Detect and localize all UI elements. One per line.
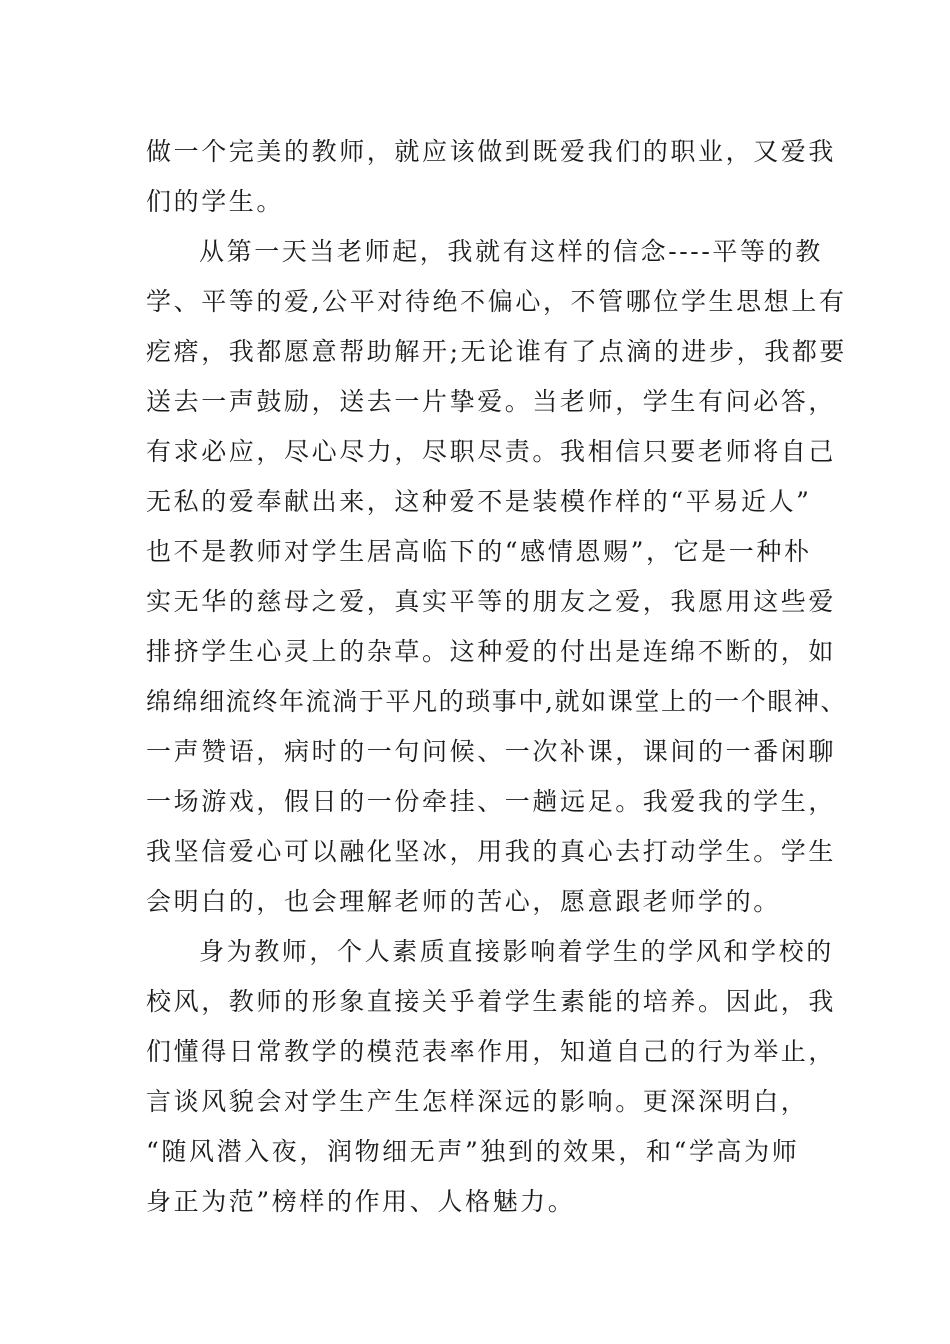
text-line: 绵绵细流终年流淌于平凡的琐事中,就如课堂上的一个眼神、	[146, 687, 848, 716]
text-line: 送去一声鼓励，送去一片挚爱。当老师，学生有问必答，	[146, 387, 837, 416]
text-line: 会明白的，也会理解老师的苦心，愿意跟老师学的。	[146, 887, 781, 916]
text-line: 一场游戏，假日的一份牵挂、一趟远足。我爱我的学生，	[146, 787, 837, 816]
text-line: 我坚信爱心可以融化坚冰，用我的真心去打动学生。学生	[146, 837, 837, 866]
text-line: 有求必应，尽心尽力，尽职尽责。我相信只要老师将自己	[146, 437, 837, 466]
text-line: 做一个完美的教师，就应该做到既爱我们的职业，又爱我	[146, 137, 837, 166]
text-line: 言谈风貌会对学生产生怎样深远的影响。更深深明白，	[146, 1087, 809, 1116]
text-line: 一声赞语，病时的一句问候、一次补课，课间的一番闲聊	[146, 737, 837, 766]
text-line: 从第一天当老师起，我就有这样的信念----平等的教	[199, 237, 823, 266]
text-line: “随风潜入夜，润物细无声”独到的效果，和“学高为师	[146, 1137, 800, 1166]
text-line: 身为教师，个人素质直接影响着学生的学风和学校的	[199, 937, 834, 966]
text-line: 身正为范”榜样的作用、人格魅力。	[146, 1187, 576, 1216]
text-line: 实无华的慈母之爱，真实平等的朋友之爱，我愿用这些爱	[146, 587, 837, 616]
text-line: 学、平等的爱,公平对待绝不偏心，不管哪位学生思想上有	[146, 287, 847, 316]
text-line: 疙瘩，我都愿意帮助解开;无论谁有了点滴的进步，我都要	[146, 337, 848, 366]
text-line: 们的学生。	[146, 187, 285, 216]
text-line: 也不是教师对学生居高临下的“感情恩赐”，它是一种朴	[146, 537, 812, 566]
text-line: 校风，教师的形象直接关乎着学生素能的培养。因此，我	[146, 987, 837, 1016]
text-line: 无私的爱奉献出来，这种爱不是装模作样的“平易近人”	[146, 487, 812, 516]
text-line: 排挤学生心灵上的杂草。这种爱的付出是连绵不断的，如	[146, 637, 837, 666]
text-line: 们懂得日常教学的模范表率作用，知道自己的行为举止，	[146, 1037, 837, 1066]
